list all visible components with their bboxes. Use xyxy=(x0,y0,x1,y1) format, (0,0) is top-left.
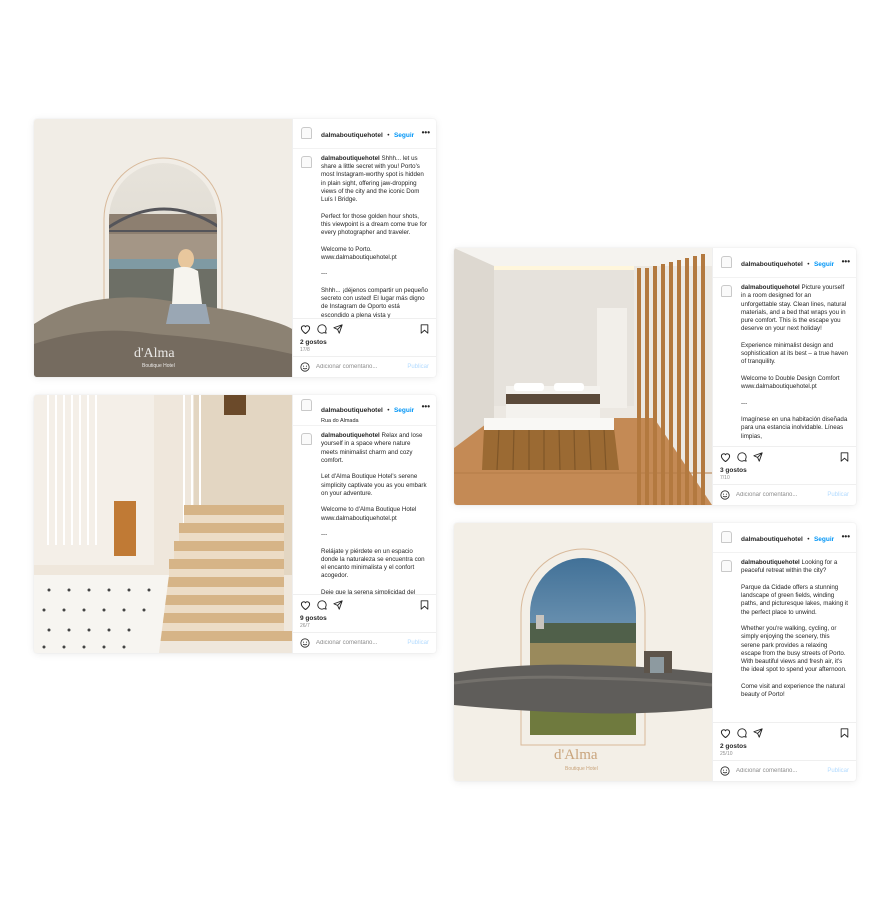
post-caption xyxy=(321,155,428,318)
post-image-bedroom[interactable] xyxy=(454,248,712,505)
post-card-3 xyxy=(454,248,856,505)
more-options-icon[interactable]: ••• xyxy=(421,127,430,137)
post-card-2 xyxy=(34,395,436,653)
likes-count[interactable]: 9 gostos xyxy=(300,615,327,623)
post-actions xyxy=(713,446,856,484)
bookmark-icon[interactable] xyxy=(840,452,849,462)
comment-input[interactable] xyxy=(736,768,827,774)
share-icon[interactable] xyxy=(753,728,763,738)
avatar[interactable] xyxy=(301,156,312,168)
post-date: 25/10 xyxy=(720,751,733,757)
username-link[interactable]: dalmaboutiquehotel xyxy=(321,132,383,140)
separator-dot: • xyxy=(387,407,390,414)
bookmark-icon[interactable] xyxy=(420,324,429,334)
post-panel xyxy=(712,248,856,505)
post-caption xyxy=(321,432,428,594)
emoji-icon[interactable] xyxy=(300,362,310,372)
caption-username[interactable]: dalmaboutiquehotel xyxy=(321,154,380,162)
publish-button[interactable]: Publicar xyxy=(407,640,429,647)
publish-button[interactable]: Publicar xyxy=(827,768,849,774)
likes-count[interactable]: 2 gostos xyxy=(300,339,327,347)
share-icon[interactable] xyxy=(333,324,343,334)
follow-button[interactable]: Seguir xyxy=(813,261,835,269)
post-image-staircase[interactable] xyxy=(34,395,292,653)
post-date: 17/8 xyxy=(300,347,310,354)
share-icon[interactable] xyxy=(333,600,343,610)
comment-icon[interactable] xyxy=(317,324,327,334)
post-header xyxy=(713,248,856,271)
follow-button[interactable]: Seguir xyxy=(813,536,835,544)
username-link[interactable]: dalmaboutiquehotel xyxy=(741,261,803,269)
post-date: 7/10 xyxy=(720,475,730,481)
post-card-4 xyxy=(454,523,856,781)
comment-icon[interactable] xyxy=(737,728,747,738)
username-link[interactable]: dalmaboutiquehotel xyxy=(741,536,803,544)
avatar[interactable] xyxy=(721,531,732,543)
post-panel xyxy=(712,523,856,781)
post-actions xyxy=(293,318,436,356)
publish-button[interactable]: Publicar xyxy=(407,364,429,371)
comment-input[interactable] xyxy=(316,640,407,646)
post-image-parque-da-cidade[interactable] xyxy=(454,523,712,781)
location-link[interactable]: Rua do Almada xyxy=(321,417,359,424)
emoji-icon[interactable] xyxy=(720,490,730,500)
emoji-icon[interactable] xyxy=(300,638,310,648)
comment-bar xyxy=(293,632,436,653)
publish-button[interactable]: Publicar xyxy=(827,492,849,498)
heart-icon[interactable] xyxy=(720,728,731,738)
caption-text: Shhh... let us share a little secret with you! Porto's most Instagram-worthy spot is hidden in plain sight, offering jaw-dropping views of the city and the iconic Dom Luís I Bridge. Perfect for those golden hour shots, this viewpoint is a dream come true for every photographer and traveler. Welcome to Porto. www.dalmaboutiquehotel.pt --- Shhh... ¡déjenos compartir un pequeño secreto con usted! El lugar más digno de Instagram de Oporto está escondido a plena vista y xyxy=(321,154,428,319)
comment-bar xyxy=(713,484,856,505)
caption-username[interactable]: dalmaboutiquehotel xyxy=(741,559,800,566)
comment-input[interactable] xyxy=(316,364,407,370)
post-panel xyxy=(292,395,436,653)
separator-dot: • xyxy=(807,536,810,544)
bookmark-icon[interactable] xyxy=(840,728,849,738)
post-caption xyxy=(741,559,848,722)
comment-icon[interactable] xyxy=(317,600,327,610)
heart-icon[interactable] xyxy=(300,324,311,334)
avatar[interactable] xyxy=(721,285,732,297)
likes-count[interactable]: 3 gostos xyxy=(720,467,747,474)
post-actions xyxy=(713,722,856,760)
comment-input[interactable] xyxy=(736,492,827,498)
share-icon[interactable] xyxy=(753,452,763,462)
avatar[interactable] xyxy=(721,560,732,572)
post-date: 26/7 xyxy=(300,623,310,630)
caption-text: Relax and lose yourself in a space where nature meets minimalist charm and cozy comfort. Let d'Alma Boutique Hotel's serene simplicity captivate you as you embark on your adventure. Welcome to d'Alma Boutique Hotel www.dalmaboutiquehotel.pt --- Relájate y piérdete en un espacio donde la naturaleza se encuentra con el encanto minimalista y el confort acogedor. Deje que la serena simplicidad del xyxy=(321,432,427,595)
separator-dot: • xyxy=(807,261,810,269)
caption-username[interactable]: dalmaboutiquehotel xyxy=(741,284,800,291)
post-header xyxy=(293,119,436,142)
avatar[interactable] xyxy=(301,399,312,411)
caption-area xyxy=(293,425,436,594)
follow-button[interactable]: Seguir xyxy=(393,132,415,140)
caption-area xyxy=(713,552,856,722)
avatar[interactable] xyxy=(721,256,732,268)
caption-area xyxy=(713,277,856,446)
separator-dot: • xyxy=(387,132,390,140)
comment-bar xyxy=(293,356,436,377)
comment-icon[interactable] xyxy=(737,452,747,462)
emoji-icon[interactable] xyxy=(720,766,730,776)
more-options-icon[interactable]: ••• xyxy=(841,532,850,541)
post-header xyxy=(713,523,856,546)
post-panel xyxy=(292,119,436,377)
caption-area xyxy=(293,148,436,318)
post-caption xyxy=(741,284,848,446)
likes-count[interactable]: 2 gostos xyxy=(720,743,747,750)
logo-subtext: Boutique Hotel xyxy=(565,766,598,772)
heart-icon[interactable] xyxy=(300,600,311,610)
heart-icon[interactable] xyxy=(720,452,731,462)
comment-bar xyxy=(713,760,856,781)
more-options-icon[interactable]: ••• xyxy=(841,257,850,266)
caption-text: Looking for a peaceful retreat within the city? Parque da Cidade offers a stunning landscape of green fields, winding paths, and picturesque lakes, making it the perfect place to unwind. Whether you're walking, cycling, or simply enjoying the scenery, this serene park provides a relaxing escape from the busy streets of Porto. With beautiful views and fresh air, it's the ideal spot to spend your afternoon. Come visit and experience the natural beauty of Porto! xyxy=(741,559,848,698)
post-actions xyxy=(293,594,436,632)
caption-text: Picture yourself in a room designed for an unforgettable stay. Clean lines, natural materials, and a bed that wraps you in pure comfort. This is the escape you deserve on your next holiday! Experience minimalist design and sophistication at its best – a true haven of tranquility. Welcome to Double Design Comfort www.dalmaboutiquehotel.pt --- Imagínese en una habitación diseñada para una estancia inolvidable. Líneas limpias, xyxy=(741,284,848,440)
avatar[interactable] xyxy=(301,433,312,445)
logo-subtext: Boutique Hotel xyxy=(142,363,175,369)
post-header xyxy=(293,395,436,424)
post-card-1 xyxy=(34,119,436,377)
more-options-icon[interactable]: ••• xyxy=(421,402,430,411)
follow-button[interactable]: Seguir xyxy=(393,407,415,414)
username-link[interactable]: dalmaboutiquehotel xyxy=(321,407,383,414)
logo-text: d'Alma xyxy=(554,747,598,763)
bookmark-icon[interactable] xyxy=(420,600,429,610)
avatar[interactable] xyxy=(301,127,312,139)
post-image-porto-viewpoint[interactable] xyxy=(34,119,292,377)
caption-username[interactable]: dalmaboutiquehotel xyxy=(321,432,380,439)
logo-text: d'Alma xyxy=(134,346,175,361)
